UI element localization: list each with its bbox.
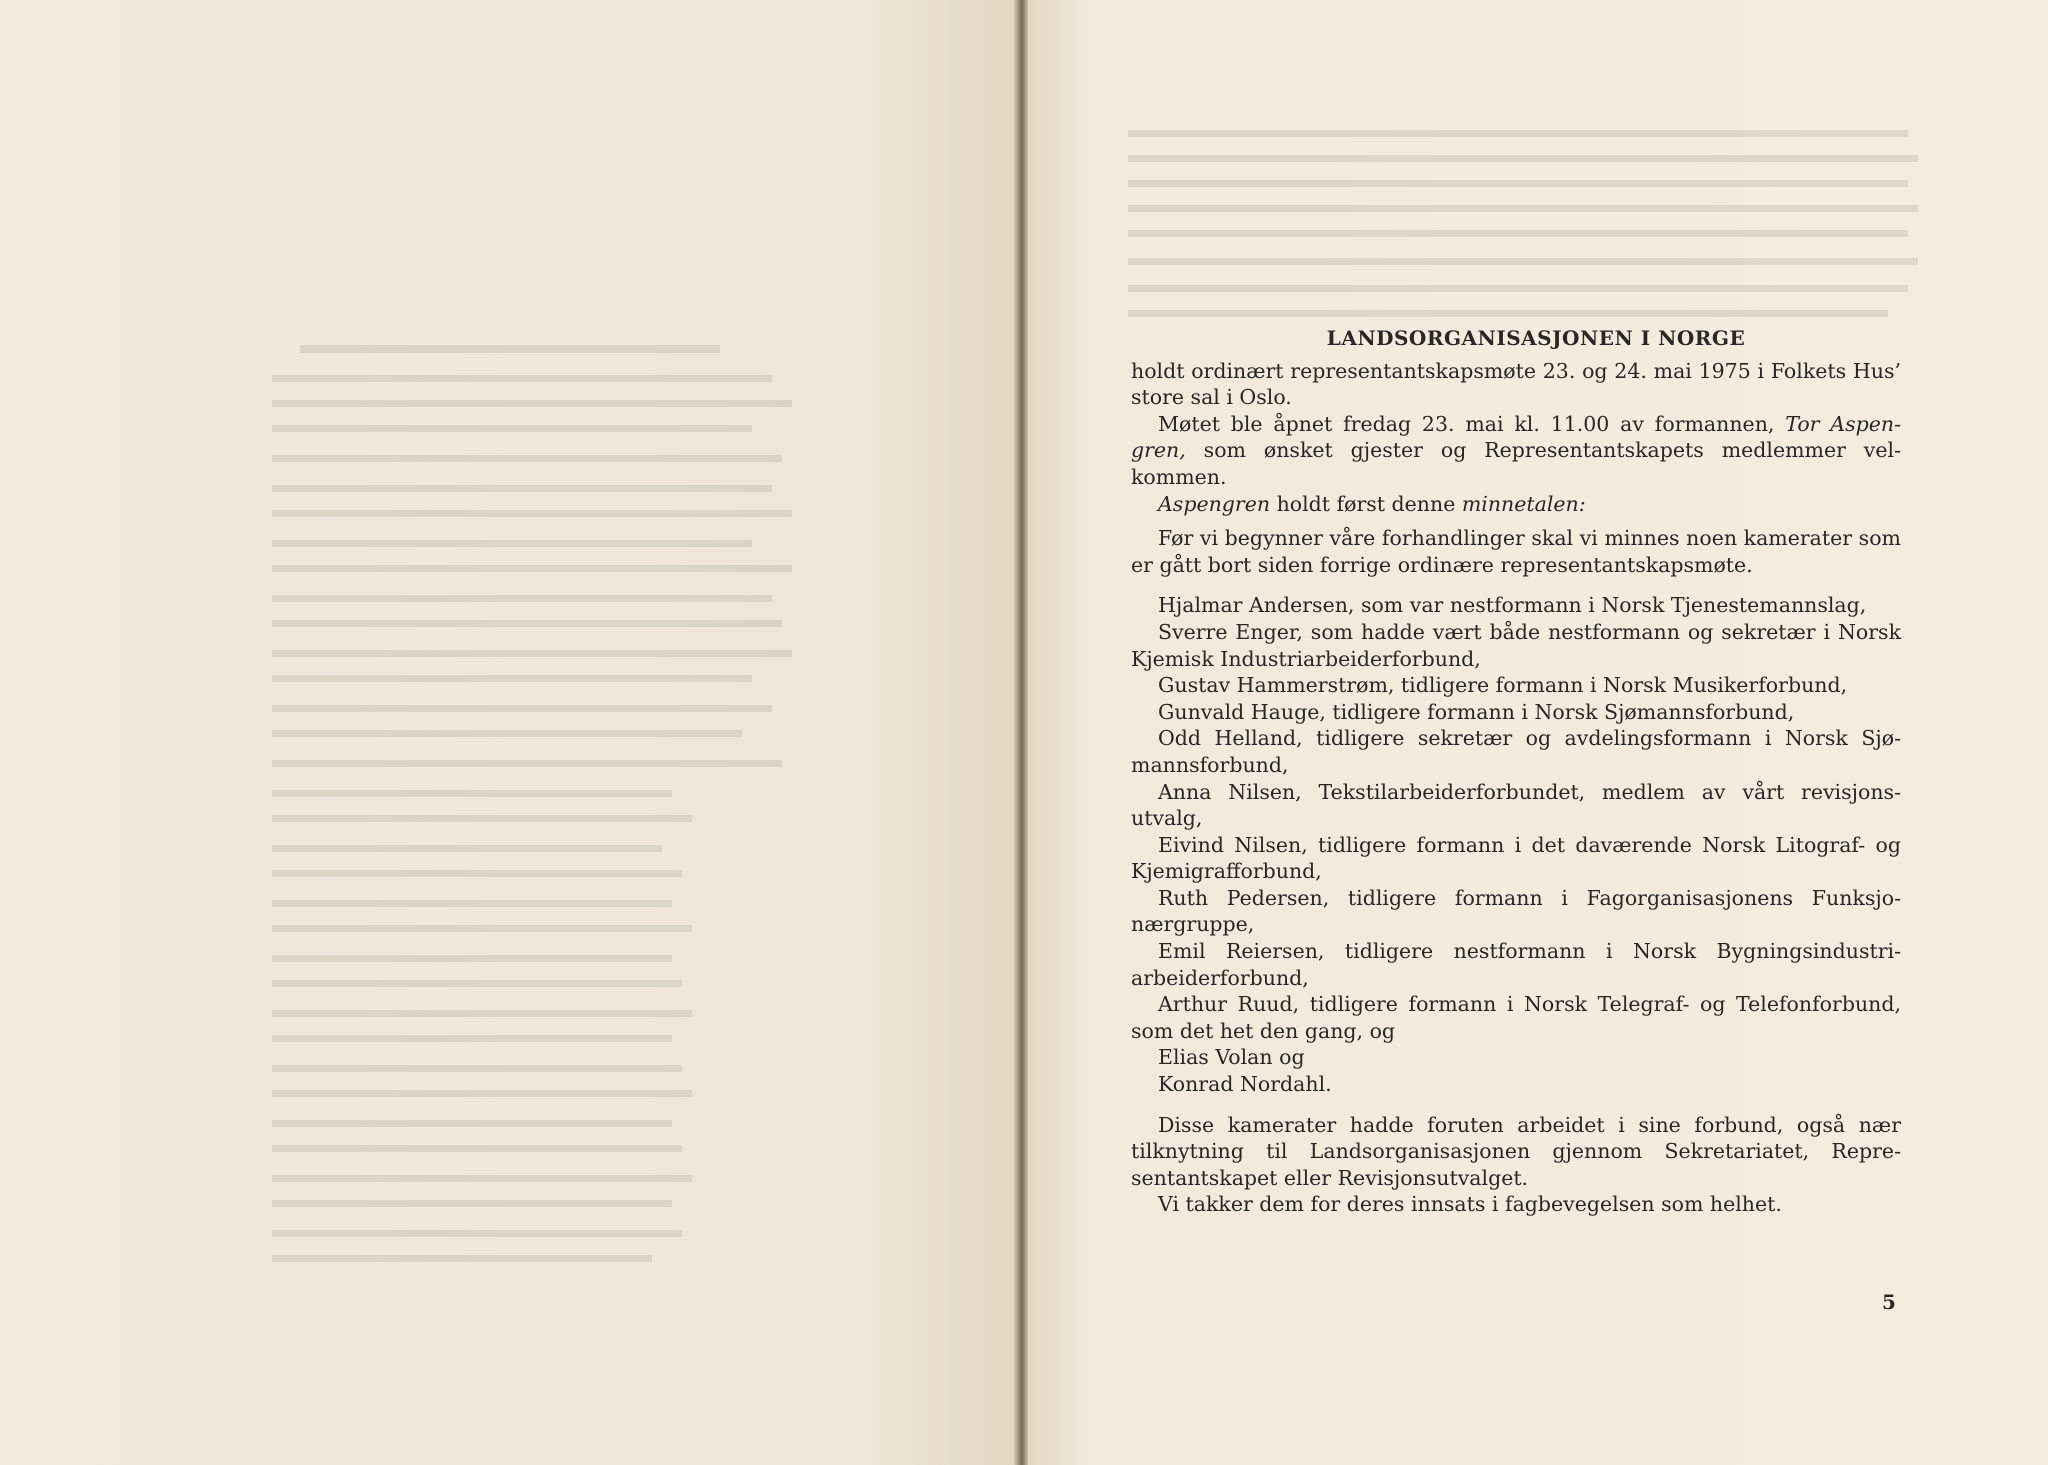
deceased-entry: Konrad Nordahl. <box>1158 1072 1332 1097</box>
show-through-line <box>272 1200 672 1207</box>
show-through-line <box>272 620 782 627</box>
deceased-list <box>1131 592 1901 1097</box>
book-gutter <box>1014 0 1028 1465</box>
show-through-line <box>272 980 682 987</box>
show-through-line <box>1128 205 1918 212</box>
memorial-intro-text: holdt først denne <box>1270 491 1462 516</box>
show-through-line <box>272 925 692 932</box>
opening-text: Møtet ble åpnet fredag 23. mai kl. 11.00 av formannen, <box>1158 411 1786 436</box>
show-through-line <box>1128 155 1918 162</box>
deceased-entry: Gustav Hammerstrøm, tidligere formann i Norsk Musikerforbund, <box>1158 673 1848 698</box>
show-through-line <box>272 1035 672 1042</box>
show-through-line <box>272 485 772 492</box>
show-through-line <box>272 870 682 877</box>
closing-paragraph: Disse kamerater hadde foruten arbeidet i sine forbund, også nær tilknytning til Landsorganisasjonen gjennom Sekretariatet, Representantskapet eller Revisjonsutvalget. <box>1131 1112 1901 1190</box>
deceased-entry: Sverre Enger, som hadde vært både nestformann og sekretær i Norsk Kjemisk Industriarbeiderforbund, <box>1131 619 1901 671</box>
show-through-line <box>272 1255 652 1262</box>
show-through-line <box>1128 130 1908 137</box>
show-through-line <box>1128 285 1908 292</box>
show-through-line <box>300 345 720 353</box>
show-through-line <box>272 900 672 907</box>
speaker-name: Aspengren <box>1158 491 1271 516</box>
chairman-name: Tor Aspengren, <box>1131 411 1901 463</box>
show-through-line <box>272 705 772 712</box>
show-through-line <box>272 1065 682 1072</box>
show-through-line <box>272 1230 682 1237</box>
show-through-line <box>272 510 792 517</box>
show-through-line <box>272 650 792 657</box>
deceased-entry: Anna Nilsen, Tekstilarbeiderforbundet, medlem av vårt revisjonsutvalg, <box>1131 779 1901 831</box>
memorial-word: minnetalen: <box>1461 491 1586 516</box>
deceased-entry: Hjalmar Andersen, som var nestformann i Norsk Tjenestemannslag, <box>1158 593 1867 618</box>
show-through-line <box>272 565 792 572</box>
show-through-line <box>272 730 742 737</box>
show-through-line <box>272 1175 692 1182</box>
show-through-line <box>272 455 782 462</box>
show-through-line <box>1128 258 1918 265</box>
deceased-entry: Eivind Nilsen, tidligere formann i det daværende Norsk Litograf- og Kjemigrafforbund, <box>1131 832 1901 884</box>
opening-paragraph <box>1131 411 1901 491</box>
show-through-line <box>272 1120 672 1127</box>
intro-paragraph: holdt ordinært representantskapsmøte 23. og 24. mai 1975 i Folkets Hus’ store sal i Oslo. <box>1131 358 1901 410</box>
show-through-line <box>272 955 672 962</box>
page-number: 5 <box>1882 1290 1896 1314</box>
deceased-entry: Arthur Ruud, tidligere formann i Norsk Telegraf- og Telefonforbund, som det het den gang, og <box>1131 992 1901 1043</box>
opening-text-end: som ønsket gjester og Representantskapets medlemmer velkommen. <box>1131 438 1901 489</box>
show-through-line <box>272 400 792 407</box>
show-through-line <box>272 375 772 382</box>
show-through-line <box>272 1145 682 1152</box>
show-through-line <box>272 815 692 822</box>
deceased-entry: Gunvald Hauge, tidligere formann i Norsk Sjømannsforbund, <box>1158 699 1795 724</box>
memorial-speech: Før vi begynner våre forhandlinger skal vi minnes noen kamerater som er gått bort siden forrige ordinære representantskapsmøte. <box>1131 526 1901 577</box>
show-through-line <box>272 1090 692 1097</box>
show-through-line <box>272 425 752 432</box>
show-through-line <box>1128 310 1888 317</box>
show-through-line <box>272 790 672 797</box>
show-through-line <box>272 595 772 602</box>
show-through-line <box>272 540 752 547</box>
closing-thanks: Vi takker dem for deres innsats i fagbevegelsen som helhet. <box>1158 1192 1782 1217</box>
page-text <box>1131 325 1901 1218</box>
deceased-entry: Elias Volan og <box>1158 1045 1305 1070</box>
deceased-entry: Ruth Pedersen, tidligere formann i Fagorganisasjonens Funksjonærgruppe, <box>1131 885 1901 937</box>
deceased-entry: Odd Helland, tidligere sekretær og avdelingsformann i Norsk Sjømannsforbund, <box>1131 726 1901 777</box>
show-through-line <box>1128 230 1908 237</box>
left-page <box>0 0 1020 1465</box>
show-through-line <box>272 1010 692 1017</box>
deceased-entry: Emil Reiersen, tidligere nestformann i Norsk Bygningsindustriarbeiderforbund, <box>1131 939 1901 990</box>
show-through-line <box>272 675 752 682</box>
show-through-line <box>272 845 662 852</box>
show-through-line <box>272 760 782 767</box>
document-heading: LANDSORGANISASJONEN I NORGE <box>1326 326 1746 350</box>
memorial-intro <box>1131 491 1901 518</box>
show-through-line <box>1128 180 1908 187</box>
